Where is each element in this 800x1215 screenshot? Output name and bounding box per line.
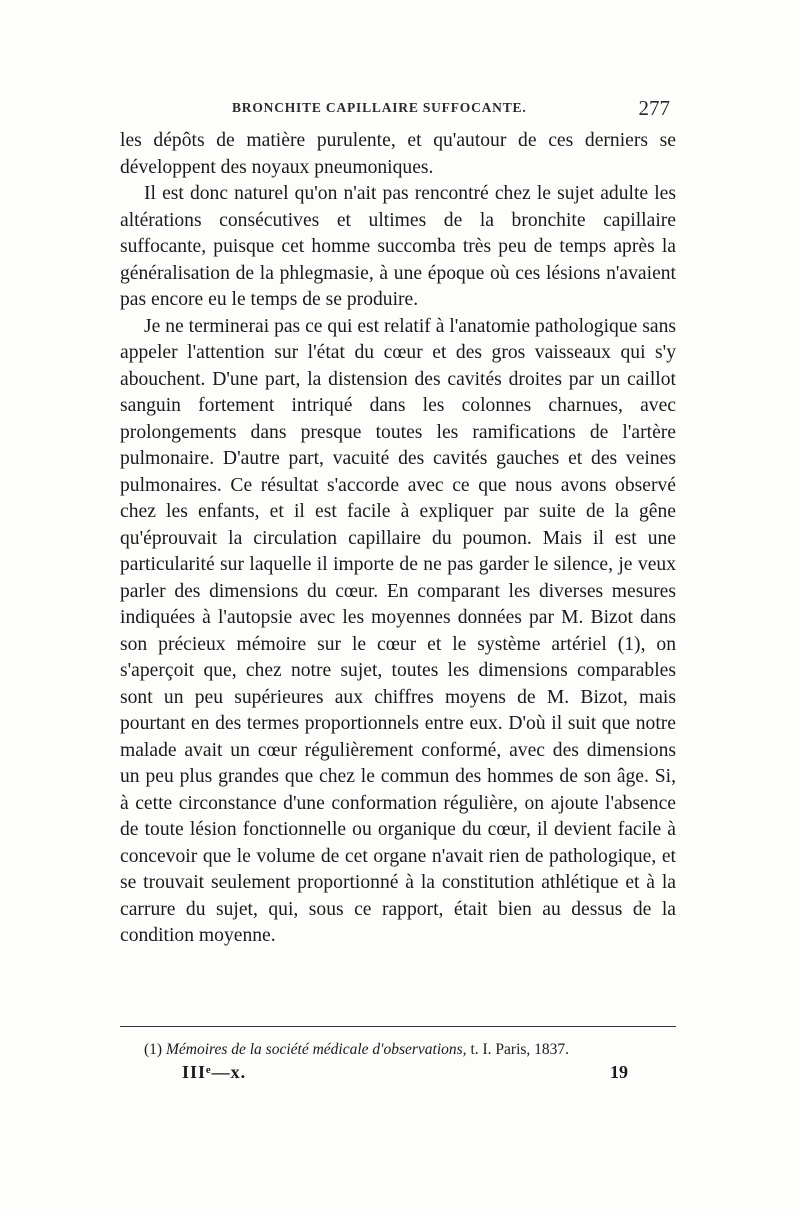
footnote-divider	[120, 1026, 676, 1027]
running-title: BRONCHITE CAPILLAIRE SUFFOCANTE.	[232, 100, 527, 115]
footnote-title: Mémoires de la société médicale d'observations,	[165, 1041, 467, 1058]
body-text	[120, 128, 676, 950]
signature-number: 19	[610, 1062, 628, 1082]
signature-mark: IIIᵉ—x.	[182, 1062, 247, 1082]
page-number: 277	[638, 96, 670, 120]
paragraph: Je ne terminerai pas ce qui est relatif à l'anatomie pathologique sans appeler l'attention sur l'état du cœur et des gros vaisseaux qui s'y abouchent. D'une part, la distension des cavités droites par un caillot sanguin fortement intriqué dans les colonnes charnues, avec prolongements dans presque toutes les ramifications de l'artère pulmonaire. D'autre part, vacuité des cavités gauches et des veines pulmonaires. Ce résultat s'accorde avec ce que nous avons observé chez les enfants, et il est facile à expliquer par suite de la gêne qu'éprouvait la circulation capillaire du poumon. Mais il est une particularité sur laquelle il importe de ne pas garder le silence, je veux parler des dimensions du cœur. En comparant les diverses mesures indiquées à l'autopsie avec les moyennes données par M. Bizot dans son précieux mémoire sur le cœur et le système artériel (1), on s'aperçoit que, chez notre sujet, toutes les dimensions comparables sont un peu supérieures aux chiffres moyens de M. Bizot, mais pourtant en des termes proportionnels entre eux. D'où il suit que notre malade avait un cœur régulièrement conformé, avec des dimensions un peu plus grandes que chez le commun des hommes de son âge. Si, à cette circonstance d'une conformation régulière, on ajoute l'absence de toute lésion fonctionnelle ou organique du cœur, il devient facile à concevoir que le volume de cet organe n'avait rien de pathologique, et se trouvait seulement proportionné à la constitution athlétique et à la carrure du sujet, qui, sous ce rapport, était bien au dessus de la condition moyenne.	[120, 315, 676, 946]
page-header	[120, 96, 676, 122]
paragraph: Il est donc naturel qu'on n'ait pas rencontré chez le sujet adulte les altérations consécutives et ultimes de la bronchite capillaire suffocante, puisque cet homme succomba très peu de temps après la généralisation de la phlegmasie, à une époque où ces lésions n'avaient pas encore eu le temps de se produire.	[120, 183, 676, 310]
footnote-details: t. I. Paris, 1837.	[470, 1041, 570, 1058]
footnote-marker: (1)	[144, 1041, 163, 1058]
paragraph-continued: les dépôts de matière purulente, et qu'autour de ces derniers se développent des noyaux pneumoniques.	[120, 130, 676, 178]
footnote	[144, 1040, 674, 1060]
signature-line	[182, 1062, 628, 1088]
